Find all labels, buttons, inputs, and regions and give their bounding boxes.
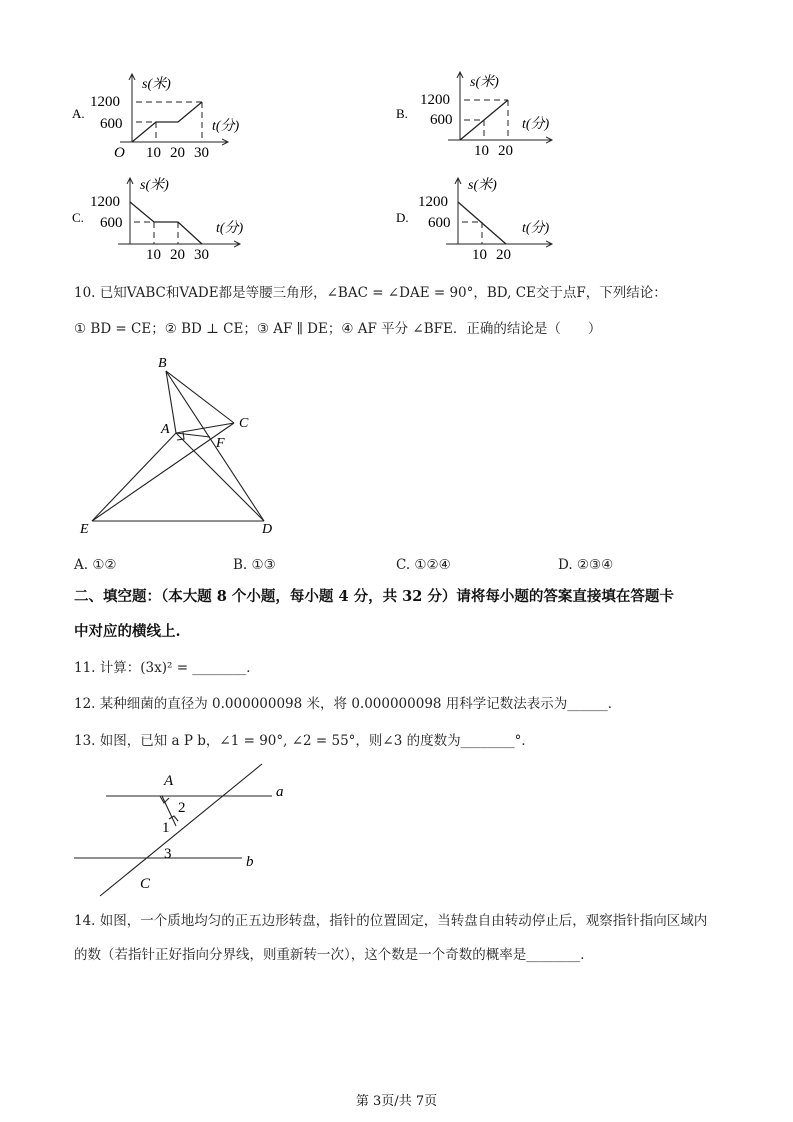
page-footer: 第 3页/共 7页	[355, 1094, 438, 1109]
graph-a-y-unit: s(米)	[142, 77, 171, 92]
graph-d-ytick-600: 600	[428, 215, 451, 231]
q13-label-c: C	[140, 876, 151, 892]
q13-label-angle-2: 2	[178, 800, 186, 816]
graph-a	[72, 74, 240, 161]
q10-figure	[60, 345, 300, 545]
q14-line2: 的数（若指针正好指向分界线，则重新转一次），这个数是一个奇数的概率是________．	[74, 947, 594, 963]
q14-line1: 14. 如图，一个质地均匀的正五边形转盘，指针的位置固定，当转盘自由转动停止后，观察指针指向区域内	[74, 913, 708, 929]
graph-c-xtick-10: 10	[146, 247, 161, 263]
q10-stem-line2: ① BD = CE；② BD ⊥ CE；③ AF ∥ DE；④ AF 平分 ∠BFE．正确的结论是（ ）	[74, 321, 602, 337]
graph-b-ytick-1200: 1200	[420, 92, 450, 108]
graph-d-y-unit: s(米)	[468, 178, 497, 193]
q11-text: 11. 计算：(3x)² = ________．	[74, 660, 260, 676]
graph-b-xtick-20: 20	[498, 143, 513, 159]
graph-b-x-unit: t(分)	[522, 117, 550, 132]
graph-c-y-unit: s(米)	[140, 178, 169, 193]
graph-c-letter: C.	[72, 210, 84, 225]
q13-label-angle-3: 3	[164, 846, 172, 862]
q10-stem-line1: 10. 已知VABC和VADE都是等腰三角形，∠BAC = ∠DAE = 90°，BD, CE交于点F，下列结论：	[74, 285, 667, 301]
graph-b-letter: B.	[396, 106, 408, 121]
q13-label-line-b: b	[246, 854, 254, 870]
graph-a-xtick-30: 30	[194, 145, 209, 161]
q10-choice-a: A. ①②	[74, 557, 117, 573]
graph-c-ytick-600: 600	[100, 215, 123, 231]
q10-label-a: A	[161, 422, 170, 437]
graph-b	[396, 72, 552, 159]
q10-choice-b: B. ①③	[233, 557, 276, 573]
graph-d-xtick-10: 10	[472, 247, 487, 263]
graph-b-ytick-600: 600	[430, 112, 453, 128]
q10-label-c: C	[239, 416, 249, 431]
graph-a-ytick-1200: 1200	[90, 94, 120, 110]
graph-c-xtick-30: 30	[194, 247, 209, 263]
graph-d-letter: D.	[396, 210, 409, 225]
q13-text: 13. 如图，已知 a P b，∠1 = 90°, ∠2 = 55°，则∠3 的度数为________°．	[74, 733, 535, 749]
graph-c-xtick-20: 20	[170, 247, 185, 263]
q13-label-a-upper: A	[164, 773, 174, 789]
graph-d-xtick-20: 20	[496, 247, 511, 263]
graph-c	[72, 177, 244, 263]
graph-a-ytick-600: 600	[100, 116, 123, 132]
q10-choice-d: D. ②③④	[558, 557, 614, 573]
graph-a-xtick-10: 10	[146, 145, 161, 161]
graph-c-ytick-1200: 1200	[90, 194, 120, 210]
graph-a-xtick-20: 20	[170, 145, 185, 161]
q12-text: 12. 某种细菌的直径为 0.000000098 米，将 0.000000098 用科学记数法表示为______．	[74, 696, 622, 712]
q10-choice-c: C. ①②④	[396, 557, 451, 573]
graph-a-x-unit: t(分)	[212, 119, 240, 134]
graph-b-y-unit: s(米)	[470, 75, 499, 90]
q13-figure	[70, 760, 310, 902]
q10-label-e: E	[80, 522, 89, 537]
q10-label-b: B	[158, 356, 167, 371]
graph-a-origin: O	[114, 145, 125, 161]
q10-label-d: D	[262, 522, 273, 537]
q13-label-line-a: a	[276, 784, 284, 800]
section-heading-line1: 二、填空题：（本大题 8 个小题，每小题 4 分，共 32 分）请将每小题的答案直接填在答题卡	[74, 588, 674, 605]
graph-d	[396, 177, 552, 263]
graph-a-letter: A.	[72, 106, 85, 121]
q13-label-angle-1: 1	[162, 820, 170, 836]
graph-d-x-unit: t(分)	[522, 221, 550, 236]
graph-c-x-unit: t(分)	[216, 221, 244, 236]
section-heading-line2: 中对应的横线上.	[74, 623, 181, 640]
q10-label-f: F	[216, 436, 225, 451]
graph-b-xtick-10: 10	[474, 143, 489, 159]
option-graphs	[0, 0, 793, 270]
graph-d-ytick-1200: 1200	[418, 194, 448, 210]
